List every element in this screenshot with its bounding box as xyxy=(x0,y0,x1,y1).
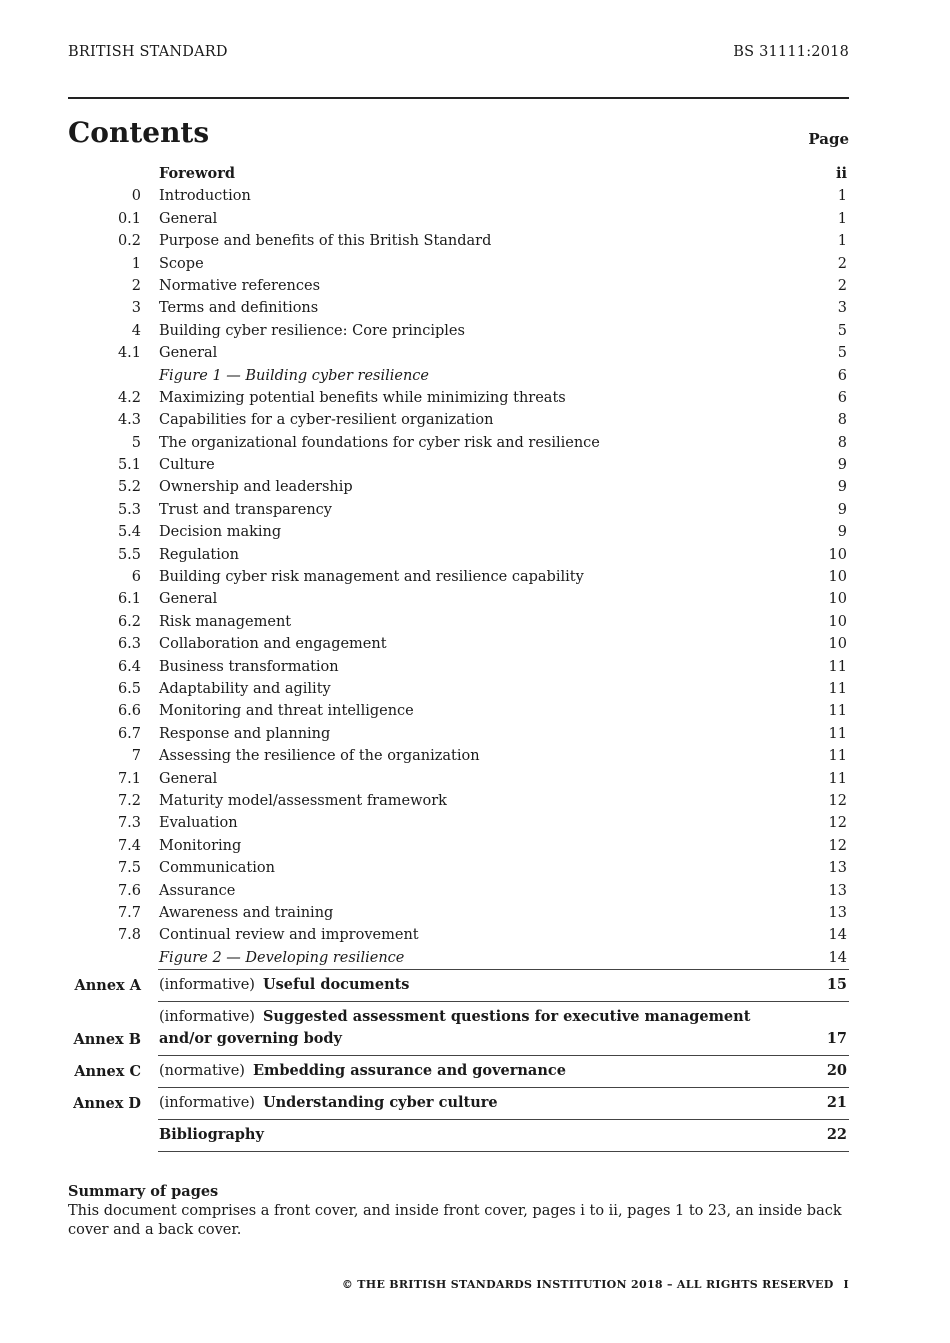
toc-entry[interactable] xyxy=(68,566,849,588)
annex-label: Annex A xyxy=(74,977,141,995)
footer-copyright: © THE BRITISH STANDARDS INSTITUTION 2018 – ALL RIGHTS RESERVED xyxy=(341,1278,834,1291)
annex-label xyxy=(68,1147,141,1152)
toc-entry-number: 5.1 xyxy=(117,457,141,474)
toc-entry-number: 6.5 xyxy=(117,680,141,697)
toc-entry-page: 1 xyxy=(837,210,847,227)
annex-label: Annex C xyxy=(74,1063,141,1081)
toc-entry-page: 12 xyxy=(828,837,847,854)
toc-entry-title: Maturity model/assessment framework xyxy=(159,792,447,809)
toc-entry-page: 1 xyxy=(837,188,847,205)
toc-entry-title: Assurance xyxy=(159,882,236,899)
annex-title-text xyxy=(159,1006,787,1050)
header-rule xyxy=(68,97,849,99)
toc-entry-title: Response and planning xyxy=(159,725,331,742)
annex-page: 17 xyxy=(826,1030,847,1048)
toc-entry[interactable] xyxy=(68,476,849,498)
toc-entry-title: Monitoring xyxy=(159,837,242,854)
toc-entry-title: Ownership and leadership xyxy=(159,479,353,496)
toc-entry[interactable] xyxy=(68,499,849,521)
toc-entry-page: 9 xyxy=(837,501,847,518)
toc-entry-title: The organizational foundations for cyber risk and resilience xyxy=(159,434,600,451)
toc-entry-page: 10 xyxy=(828,591,847,608)
header-standard-label: BRITISH STANDARD xyxy=(68,44,228,60)
toc-entry-page: 11 xyxy=(828,658,847,675)
toc-entry[interactable] xyxy=(68,588,849,610)
toc-entry-number: 4.3 xyxy=(117,412,141,429)
toc-entry-title: Communication xyxy=(159,860,275,877)
toc-entry-title: General xyxy=(159,591,218,608)
toc-entry-page: 2 xyxy=(837,255,847,272)
toc-entry[interactable] xyxy=(68,275,849,297)
toc-entry-number: 6.6 xyxy=(117,703,141,720)
toc-entry-title: Building cyber risk management and resilience capability xyxy=(159,569,584,586)
annex-page: 21 xyxy=(826,1094,847,1112)
toc-entry[interactable] xyxy=(68,409,849,431)
toc-entry-page: 10 xyxy=(828,613,847,630)
toc-entry-page: 11 xyxy=(828,748,847,765)
toc-entry[interactable] xyxy=(68,768,849,790)
toc-entry[interactable] xyxy=(68,297,849,319)
summary-of-pages xyxy=(68,1182,849,1241)
annex-title-text xyxy=(159,1124,787,1146)
toc-entry-title: General xyxy=(159,210,218,227)
toc-entry-page: 10 xyxy=(828,546,847,563)
toc-entry-page: 5 xyxy=(837,322,847,339)
toc-entry[interactable] xyxy=(68,521,849,543)
toc-entry[interactable] xyxy=(68,947,849,969)
toc-entry[interactable] xyxy=(68,320,849,342)
toc-entry[interactable] xyxy=(68,678,849,700)
toc-entry-number: 4 xyxy=(131,322,141,339)
toc-entry-title: Building cyber resilience: Core principles xyxy=(159,322,465,339)
toc-entry-page: 2 xyxy=(837,277,847,294)
toc-entry-title: Monitoring and threat intelligence xyxy=(159,703,414,720)
annex-title: Suggested assessment questions for executive management and/or governing body xyxy=(159,1008,751,1048)
annex-title-text xyxy=(159,1092,787,1114)
annex-entry[interactable] xyxy=(68,1002,849,1056)
toc-entry-title: Adaptability and agility xyxy=(159,680,331,697)
toc-entry-page: 13 xyxy=(828,860,847,877)
annex-page: 22 xyxy=(826,1126,847,1144)
toc-entry-number: 5 xyxy=(131,434,141,451)
toc-entry-title: Risk management xyxy=(159,613,292,630)
toc-entry[interactable] xyxy=(68,208,849,230)
toc-entry-page: 11 xyxy=(828,770,847,787)
toc-entry-page: 11 xyxy=(828,680,847,697)
toc-entry-page: 13 xyxy=(828,904,847,921)
annex-label: Annex B xyxy=(73,1031,141,1049)
annex-title-block xyxy=(158,1002,849,1056)
toc-entry-title: General xyxy=(159,345,218,362)
toc-entry-title: Trust and transparency xyxy=(159,501,332,518)
toc-entry[interactable] xyxy=(68,745,849,767)
toc-entry-number: 7 xyxy=(131,748,141,765)
toc-entry-page: 6 xyxy=(837,389,847,406)
annex-label: Annex D xyxy=(73,1095,141,1113)
toc-entry[interactable] xyxy=(68,544,849,566)
toc-entry[interactable] xyxy=(68,454,849,476)
toc-entry-number: 5.3 xyxy=(117,501,141,518)
toc-entry-number: 7.2 xyxy=(117,792,141,809)
toc-entry-page: 12 xyxy=(828,792,847,809)
annex-kind: (informative) xyxy=(159,1095,255,1112)
toc-entry-number: 4.1 xyxy=(117,345,141,362)
toc-entry-page: 9 xyxy=(837,479,847,496)
toc-entry-number: 6.3 xyxy=(117,636,141,653)
toc-entry-title: Introduction xyxy=(159,188,251,205)
toc-entry[interactable] xyxy=(68,253,849,275)
table-of-contents xyxy=(68,163,849,1152)
annex-kind: (informative) xyxy=(159,977,255,994)
toc-entry-title: Normative references xyxy=(159,277,321,294)
toc-entry-page: 12 xyxy=(828,815,847,832)
toc-entry-number: 5.5 xyxy=(117,546,141,563)
toc-entry[interactable] xyxy=(68,924,849,946)
toc-entry-number: 2 xyxy=(131,277,141,294)
annex-title-block xyxy=(158,969,849,1002)
toc-entry-page: 9 xyxy=(837,457,847,474)
toc-entry-page: 14 xyxy=(828,949,847,966)
toc-entry-number: 7.8 xyxy=(117,927,141,944)
toc-entry-page: 8 xyxy=(837,434,847,451)
toc-entry[interactable] xyxy=(68,387,849,409)
toc-entry-page: 9 xyxy=(837,524,847,541)
toc-entry-page: 5 xyxy=(837,345,847,362)
annex-entry[interactable] xyxy=(68,969,849,1002)
toc-entry[interactable] xyxy=(68,611,849,633)
toc-entry-title: Foreword xyxy=(159,165,235,182)
annex-page: 20 xyxy=(826,1062,847,1080)
toc-entry-title: Awareness and training xyxy=(159,904,334,921)
header-standard-number: BS 31111:2018 xyxy=(733,44,849,60)
toc-entry-number: 6.2 xyxy=(117,613,141,630)
annex-page: 15 xyxy=(826,976,847,994)
footer-page-number: I xyxy=(843,1278,849,1291)
annex-title-block xyxy=(158,1120,849,1152)
toc-entry-page: 10 xyxy=(828,569,847,586)
annex-title-block xyxy=(158,1056,849,1088)
toc-entry-title: Culture xyxy=(159,457,215,474)
toc-entry-title: Evaluation xyxy=(159,815,238,832)
annex-title: Understanding cyber culture xyxy=(262,1094,498,1112)
toc-entry-title: Capabilities for a cyber-resilient organization xyxy=(159,412,494,429)
toc-entry-number: 6.1 xyxy=(117,591,141,608)
annex-title-block xyxy=(158,1088,849,1120)
toc-entry-title: Continual review and improvement xyxy=(159,927,419,944)
toc-entry[interactable] xyxy=(68,656,849,678)
toc-entry[interactable] xyxy=(68,163,849,185)
toc-entry-number: 1 xyxy=(131,255,141,272)
toc-entry-number: 6 xyxy=(131,569,141,586)
toc-entry-page: 11 xyxy=(828,703,847,720)
toc-entry-number: 7.7 xyxy=(117,904,141,921)
toc-entry-title: Decision making xyxy=(159,524,282,541)
toc-entry-number: 3 xyxy=(131,300,141,317)
toc-entries xyxy=(68,163,849,969)
toc-entry[interactable] xyxy=(68,185,849,207)
toc-entry-page: 1 xyxy=(837,233,847,250)
toc-entry-page: 6 xyxy=(837,367,847,384)
toc-entry-number: 7.4 xyxy=(117,837,141,854)
toc-entry-number: 7.5 xyxy=(117,860,141,877)
toc-entry-page: 11 xyxy=(828,725,847,742)
summary-text: This document comprises a front cover, and inside front cover, pages i to ii, pages 1 to 23, an inside back cover and a back cover. xyxy=(68,1202,842,1238)
annex-entry[interactable] xyxy=(68,1056,849,1088)
toc-entry[interactable] xyxy=(68,812,849,834)
annex-title: Embedding assurance and governance xyxy=(252,1062,566,1080)
page-column-label: Page xyxy=(808,130,849,148)
toc-entry-title: Scope xyxy=(159,255,204,272)
toc-entry-page: 8 xyxy=(837,412,847,429)
toc-entry-number: 7.1 xyxy=(117,770,141,787)
toc-entry-title: Figure 1 — Building cyber resilience xyxy=(159,367,430,384)
annex-kind: (normative) xyxy=(159,1063,245,1080)
toc-entry-number: 6.4 xyxy=(117,658,141,675)
toc-entry-title: General xyxy=(159,770,218,787)
toc-entry-number: 7.3 xyxy=(117,815,141,832)
toc-entry-number: 7.6 xyxy=(117,882,141,899)
toc-entry-title: Purpose and benefits of this British Standard xyxy=(159,233,492,250)
toc-entry[interactable] xyxy=(68,365,849,387)
toc-entry-number: 4.2 xyxy=(117,389,141,406)
toc-entry-title: Business transformation xyxy=(159,658,339,675)
annex-entry[interactable] xyxy=(68,1120,849,1152)
toc-entry[interactable] xyxy=(68,723,849,745)
annex-entry[interactable] xyxy=(68,1088,849,1120)
toc-entry[interactable] xyxy=(68,342,849,364)
toc-entry-number: 5.4 xyxy=(117,524,141,541)
toc-entry-title: Assessing the resilience of the organization xyxy=(159,748,480,765)
toc-entry-page: ii xyxy=(835,165,847,182)
toc-entry[interactable] xyxy=(68,700,849,722)
toc-entry-number: 0.2 xyxy=(117,233,141,250)
annex-title-text xyxy=(159,974,787,996)
toc-entry-title: Terms and definitions xyxy=(159,300,319,317)
toc-entry-page: 14 xyxy=(828,927,847,944)
toc-entry[interactable] xyxy=(68,230,849,252)
toc-entry[interactable] xyxy=(68,790,849,812)
annex-kind: (informative) xyxy=(159,1009,255,1026)
toc-entry-title: Regulation xyxy=(159,546,239,563)
toc-entry-number: 0 xyxy=(131,188,141,205)
annex-title-text xyxy=(159,1060,787,1082)
page-title: Contents xyxy=(68,116,210,149)
toc-entry-page: 3 xyxy=(837,300,847,317)
toc-entry-page: 13 xyxy=(828,882,847,899)
toc-entry[interactable] xyxy=(68,857,849,879)
annex-entries xyxy=(68,969,849,1152)
toc-entry-title: Collaboration and engagement xyxy=(159,636,387,653)
toc-entry[interactable] xyxy=(68,432,849,454)
toc-entry-number: 6.7 xyxy=(117,725,141,742)
toc-entry-page: 10 xyxy=(828,636,847,653)
summary-heading: Summary of pages xyxy=(68,1183,219,1200)
toc-entry-title: Figure 2 — Developing resilience xyxy=(159,949,405,966)
toc-entry-number: 5.2 xyxy=(117,479,141,496)
footer xyxy=(342,1278,849,1291)
toc-entry[interactable] xyxy=(68,633,849,655)
annex-title: Bibliography xyxy=(159,1126,264,1144)
annex-title: Useful documents xyxy=(262,976,410,994)
toc-entry-number: 0.1 xyxy=(117,210,141,227)
toc-entry[interactable] xyxy=(68,880,849,902)
toc-entry-title: Maximizing potential benefits while minimizing threats xyxy=(159,389,566,406)
toc-entry[interactable] xyxy=(68,835,849,857)
toc-entry[interactable] xyxy=(68,902,849,924)
